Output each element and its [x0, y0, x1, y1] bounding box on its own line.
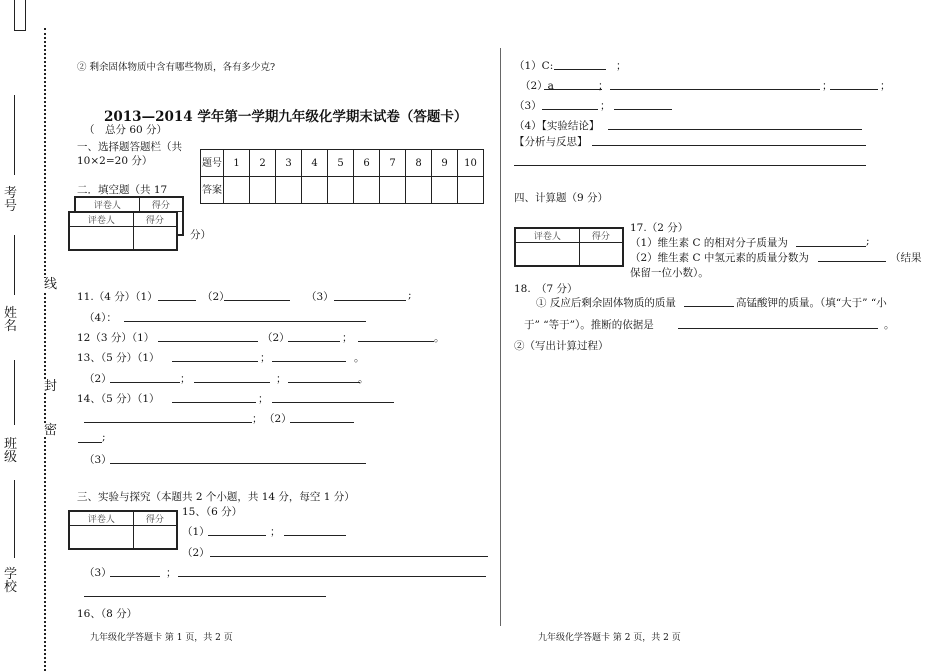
r2-blank-3[interactable] [830, 89, 878, 90]
q13-blank-4[interactable] [194, 382, 270, 383]
q14-label: 14、（5 分）（1） [77, 393, 160, 405]
xuexiao-blank [14, 480, 15, 558]
answer-grid-num: 5 [328, 150, 354, 177]
q13-semicolon-2: ； [180, 373, 191, 385]
q15-blank-3[interactable] [210, 556, 488, 557]
answer-cell[interactable] [380, 177, 406, 204]
answer-grid-num: 1 [224, 150, 250, 177]
answer-cell[interactable] [406, 177, 432, 204]
q13-period: 。 [354, 352, 365, 364]
q14-blank-3[interactable] [84, 422, 252, 423]
exam-title: 2013—2014 学年第一学期九年级化学期末试卷（答题卡） [104, 109, 468, 125]
r3-blank-2[interactable] [614, 109, 672, 110]
q18-part1-cont2: 于” “等于”）。推断的依据是 [524, 319, 654, 331]
answer-cell[interactable] [354, 177, 380, 204]
q13-blank-1[interactable] [172, 361, 258, 362]
answer-cell[interactable] [224, 177, 250, 204]
answer-grid [200, 149, 484, 204]
q18-label: 18. （7 分） [514, 283, 578, 295]
r1-blank[interactable] [554, 69, 606, 70]
answer-grid-answer-row [201, 177, 484, 204]
left-footer: 九年级化学答题卡 第 1 页，共 2 页 [90, 633, 233, 643]
banji-label: 班级 [4, 437, 18, 465]
q18-part2: ②（写出计算过程） [514, 340, 609, 352]
q16-label: 16、（8 分） [77, 608, 138, 620]
q13-semicolon-3: ； [276, 373, 287, 385]
section2-heading-cont: 分） [190, 229, 211, 241]
q17-part1: （1）维生素 C 的相对分子质量为 [630, 237, 788, 249]
q14-blank-1[interactable] [172, 402, 256, 403]
q12-blank-2[interactable] [288, 341, 340, 342]
top-question: ② 剩余固体物质中含有哪些物质，各有多少克? [77, 62, 276, 73]
q13-part2: （2） [84, 373, 112, 385]
r2-semicolon: ； [598, 80, 609, 92]
q12-part2: （2） [262, 332, 290, 344]
q17-part2: （2）维生素 C 中氢元素的质量分数为 [630, 252, 809, 264]
q18-blank-2[interactable] [678, 328, 878, 329]
answer-cell[interactable] [276, 177, 302, 204]
q17-blank-1[interactable] [796, 246, 866, 247]
q17-semicolon: ; [866, 235, 870, 247]
answer-grid-num: 8 [406, 150, 432, 177]
q13-period-2: 。 [358, 373, 369, 385]
q12-label: 12（3 分）（1） [77, 332, 155, 344]
kaohao-label: 考号 [4, 186, 18, 214]
q14-semicolon-3: ; [102, 431, 106, 443]
q14-blank-5[interactable] [78, 442, 102, 443]
q11-semicolon: ; [408, 289, 412, 301]
section4-heading: 四、计算题（9 分） [514, 192, 609, 204]
xingming-blank [14, 235, 15, 295]
r2-semicolon-2: ； [822, 80, 833, 92]
q18-blank-1[interactable] [684, 306, 734, 307]
section3-heading: 三、实验与探究（本题共 2 个小题，共 14 分，每空 1 分） [77, 491, 355, 503]
answer-grid-num: 10 [458, 150, 484, 177]
score-box-section4: 评卷人 得分 [514, 227, 624, 267]
q15-blank-1[interactable] [208, 535, 266, 536]
q11-part4: （4）： [84, 312, 117, 324]
q15-blank-5[interactable] [178, 576, 486, 577]
q15-semicolon: ； [270, 526, 281, 538]
feng-label: 封 [44, 379, 58, 394]
answer-grid-num: 6 [354, 150, 380, 177]
answer-cell[interactable] [302, 177, 328, 204]
answer-cell[interactable] [432, 177, 458, 204]
q14-blank-6[interactable] [110, 463, 366, 464]
answer-grid-num: 2 [250, 150, 276, 177]
r1-semicolon: ； [616, 60, 627, 72]
binding-corner-box [14, 0, 26, 31]
section1-heading-cont: 10×2=20 分） [77, 155, 153, 167]
q17-part2-note-cont: 保留一位小数）。 [630, 267, 709, 279]
answer-grid-num: 9 [432, 150, 458, 177]
q11-part3: （3） [306, 291, 334, 303]
r2-label: （2）a [520, 80, 554, 92]
q11-blank-3[interactable] [334, 300, 406, 301]
r3-blank-1[interactable] [542, 109, 598, 110]
score-box-section3: 评卷人 得分 [68, 510, 178, 550]
r2-semicolon-3: ； [880, 80, 891, 92]
q11-blank-4[interactable] [124, 321, 366, 322]
xingming-label: 姓名 [4, 306, 18, 334]
kaohao-blank [14, 95, 15, 175]
q13-blank-5[interactable] [288, 382, 360, 383]
q12-blank-1[interactable] [158, 341, 258, 342]
q14-part3: （3） [84, 454, 112, 466]
r2-blank-2[interactable] [610, 89, 820, 90]
mi-label: 密 [44, 423, 58, 438]
q15-blank-6[interactable] [84, 596, 326, 597]
binding-dotted-line [44, 28, 46, 671]
section2-heading: 二．填空题（共 17 [77, 184, 168, 196]
answer-grid-num: 3 [276, 150, 302, 177]
r3-label: （3） [514, 100, 542, 112]
right-footer: 九年级化学答题卡 第 2 页，共 2 页 [538, 633, 681, 643]
q14-part2: （2） [264, 413, 292, 425]
q15-blank-4[interactable] [110, 576, 160, 577]
q13-blank-2[interactable] [272, 361, 346, 362]
q17-label: 17.（2 分） [630, 222, 689, 234]
q12-semicolon: ； [342, 332, 353, 344]
xian-label: 线 [44, 277, 58, 292]
q11-blank-1[interactable] [158, 300, 196, 301]
r3-semicolon: ； [600, 100, 611, 112]
q17-blank-2[interactable] [818, 261, 886, 262]
q17-part2-note: （结果 [890, 252, 922, 264]
q14-semicolon-2: ； [252, 413, 263, 425]
q15-part3: （3） [84, 567, 112, 579]
total-score: （ 总分 60 分） [84, 124, 168, 136]
answer-grid-num: 4 [302, 150, 328, 177]
answer-grid-header-number: 题号 [201, 150, 224, 177]
r1-label: （1）C: [514, 60, 554, 72]
q11-label: 11.（4 分）（1） [77, 291, 158, 303]
r4-blank[interactable] [608, 129, 862, 130]
xuexiao-label: 学校 [4, 567, 18, 595]
page-divider [500, 48, 501, 626]
q11-blank-2[interactable] [224, 300, 290, 301]
q14-blank-2[interactable] [272, 402, 394, 403]
banji-blank [14, 360, 15, 425]
answer-cell[interactable] [328, 177, 354, 204]
section1-heading: 一、选择题答题栏（共 [77, 141, 182, 153]
q13-label: 13、（5 分）（1） [77, 352, 160, 364]
q15-part1: （1） [182, 526, 210, 538]
q18-part1-cont: 高锰酸钾的质量。（填“大于” “小 [736, 297, 887, 309]
q15-label: 15、（6 分） [182, 506, 243, 518]
r5-label: 【分析与反思】 [514, 136, 588, 148]
r5-blank-2[interactable] [514, 165, 866, 166]
q18-part1: ① 反应后剩余固体物质的质量 [536, 297, 676, 309]
q15-semicolon-2: ； [166, 567, 177, 579]
q12-blank-3[interactable] [358, 341, 434, 342]
score-box-section2: 评卷人 得分 [68, 211, 178, 251]
answer-cell[interactable] [250, 177, 276, 204]
q14-blank-4[interactable] [290, 422, 354, 423]
q13-semicolon: ； [260, 352, 271, 364]
q12-period: 。 [434, 332, 445, 344]
r5-blank-1[interactable] [592, 145, 866, 146]
score-box-section2-back: 评卷人 得分 [74, 196, 184, 236]
answer-grid-num: 7 [380, 150, 406, 177]
q15-blank-2[interactable] [284, 535, 346, 536]
r2-blank-1[interactable] [544, 89, 602, 90]
r4-label: （4）【实验结论】 [514, 120, 600, 132]
answer-grid-header-answer: 答案 [201, 177, 224, 204]
answer-cell[interactable] [458, 177, 484, 204]
q13-blank-3[interactable] [110, 382, 180, 383]
q18-period: 。 [884, 319, 895, 331]
answer-grid-number-row [201, 150, 484, 177]
q11-part2: （2） [202, 291, 230, 303]
q15-part2: （2） [182, 547, 210, 559]
q14-semicolon: ； [258, 393, 269, 405]
